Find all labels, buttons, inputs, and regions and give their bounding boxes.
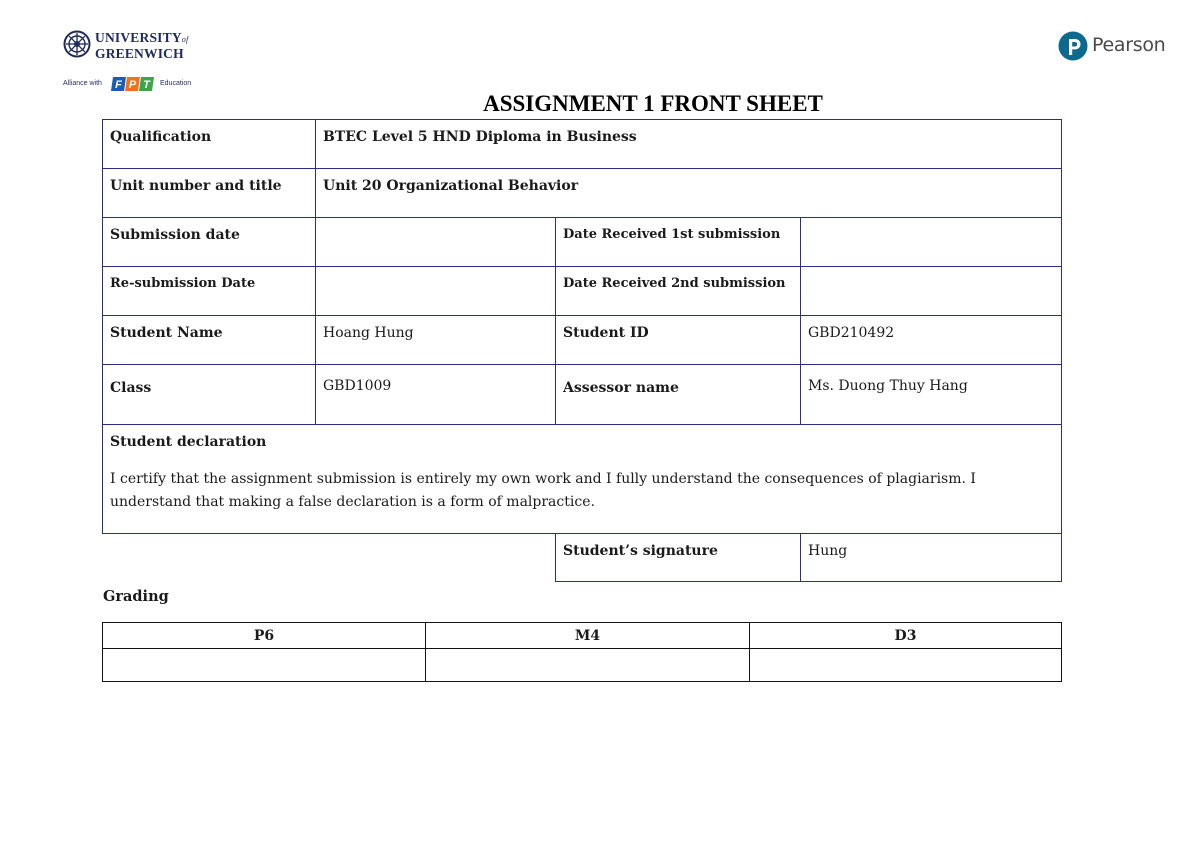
greenwich-line2: GREENWICH	[95, 46, 184, 61]
qualification-row	[103, 120, 1062, 169]
submission-date-label: Submission date	[103, 218, 316, 267]
pearson-wordmark: Pearson	[1092, 34, 1166, 56]
declaration-text: I certify that the assignment submission is entirely my own work and I fully understand the consequences of plagiarism. I understand that making a false declaration is a form of malpractice.	[110, 471, 976, 510]
front-sheet-table	[102, 119, 1062, 582]
grade-header-m4: M4	[426, 623, 750, 649]
unit-value: Unit 20 Organizational Behavior	[316, 169, 1062, 218]
university-of-greenwich-logo	[63, 28, 203, 92]
class-row	[103, 365, 1062, 425]
assessor-name-field[interactable]: Ms. Duong Thuy Hang	[801, 365, 1062, 425]
grade-value-d3[interactable]	[750, 649, 1062, 682]
svg-text:P: P	[128, 79, 137, 91]
svg-text:T: T	[143, 79, 150, 91]
grading-value-row	[103, 649, 1062, 682]
qualification-value: BTEC Level 5 HND Diploma in Business	[316, 120, 1062, 169]
class-field[interactable]: GBD1009	[316, 365, 556, 425]
student-name-label: Student Name	[103, 316, 316, 365]
unit-row	[103, 169, 1062, 218]
unit-label: Unit number and title	[103, 169, 316, 218]
date-received-2nd-label: Date Received 2nd submission	[556, 267, 801, 316]
grade-header-d3: D3	[750, 623, 1062, 649]
date-received-2nd-field[interactable]	[801, 267, 1062, 316]
pearson-p-icon	[1058, 30, 1088, 62]
grading-label: Grading	[103, 588, 169, 605]
submission-date-field[interactable]	[316, 218, 556, 267]
qualification-label: Qualification	[103, 120, 316, 169]
student-id-field[interactable]: GBD210492	[801, 316, 1062, 365]
grade-value-m4[interactable]	[426, 649, 750, 682]
grading-table	[102, 622, 1062, 682]
date-received-1st-field[interactable]	[801, 218, 1062, 267]
greenwich-crest-icon	[63, 30, 91, 58]
resubmission-date-row	[103, 267, 1062, 316]
page-title: ASSIGNMENT 1 FRONT SHEET	[483, 91, 823, 116]
declaration-title: Student declaration	[110, 434, 267, 450]
greenwich-wordmark	[95, 31, 188, 61]
grade-value-p6[interactable]	[103, 649, 426, 682]
signature-label: Student’s signature	[556, 534, 801, 582]
svg-text:F: F	[115, 79, 122, 91]
student-name-field[interactable]: Hoang Hung	[316, 316, 556, 365]
greenwich-line1: UNIVERSITY	[95, 30, 182, 45]
assessor-name-label: Assessor name	[556, 365, 801, 425]
grade-header-p6: P6	[103, 623, 426, 649]
class-label: Class	[103, 365, 316, 425]
resubmission-date-label: Re-submission Date	[103, 267, 316, 316]
education-text: Education	[160, 80, 192, 87]
student-id-label: Student ID	[556, 316, 801, 365]
alliance-with-text: Alliance with	[63, 80, 102, 87]
pearson-logo	[1058, 30, 1168, 64]
signature-spacer	[103, 534, 556, 582]
resubmission-date-field[interactable]	[316, 267, 556, 316]
student-name-row	[103, 316, 1062, 365]
signature-field[interactable]: Hung	[801, 534, 1062, 582]
grading-header-row	[103, 623, 1062, 649]
declaration-cell	[103, 425, 1062, 534]
declaration-row	[103, 425, 1062, 534]
submission-date-row	[103, 218, 1062, 267]
greenwich-of: of	[181, 35, 189, 44]
date-received-1st-label: Date Received 1st submission	[556, 218, 801, 267]
signature-row	[103, 534, 1062, 582]
